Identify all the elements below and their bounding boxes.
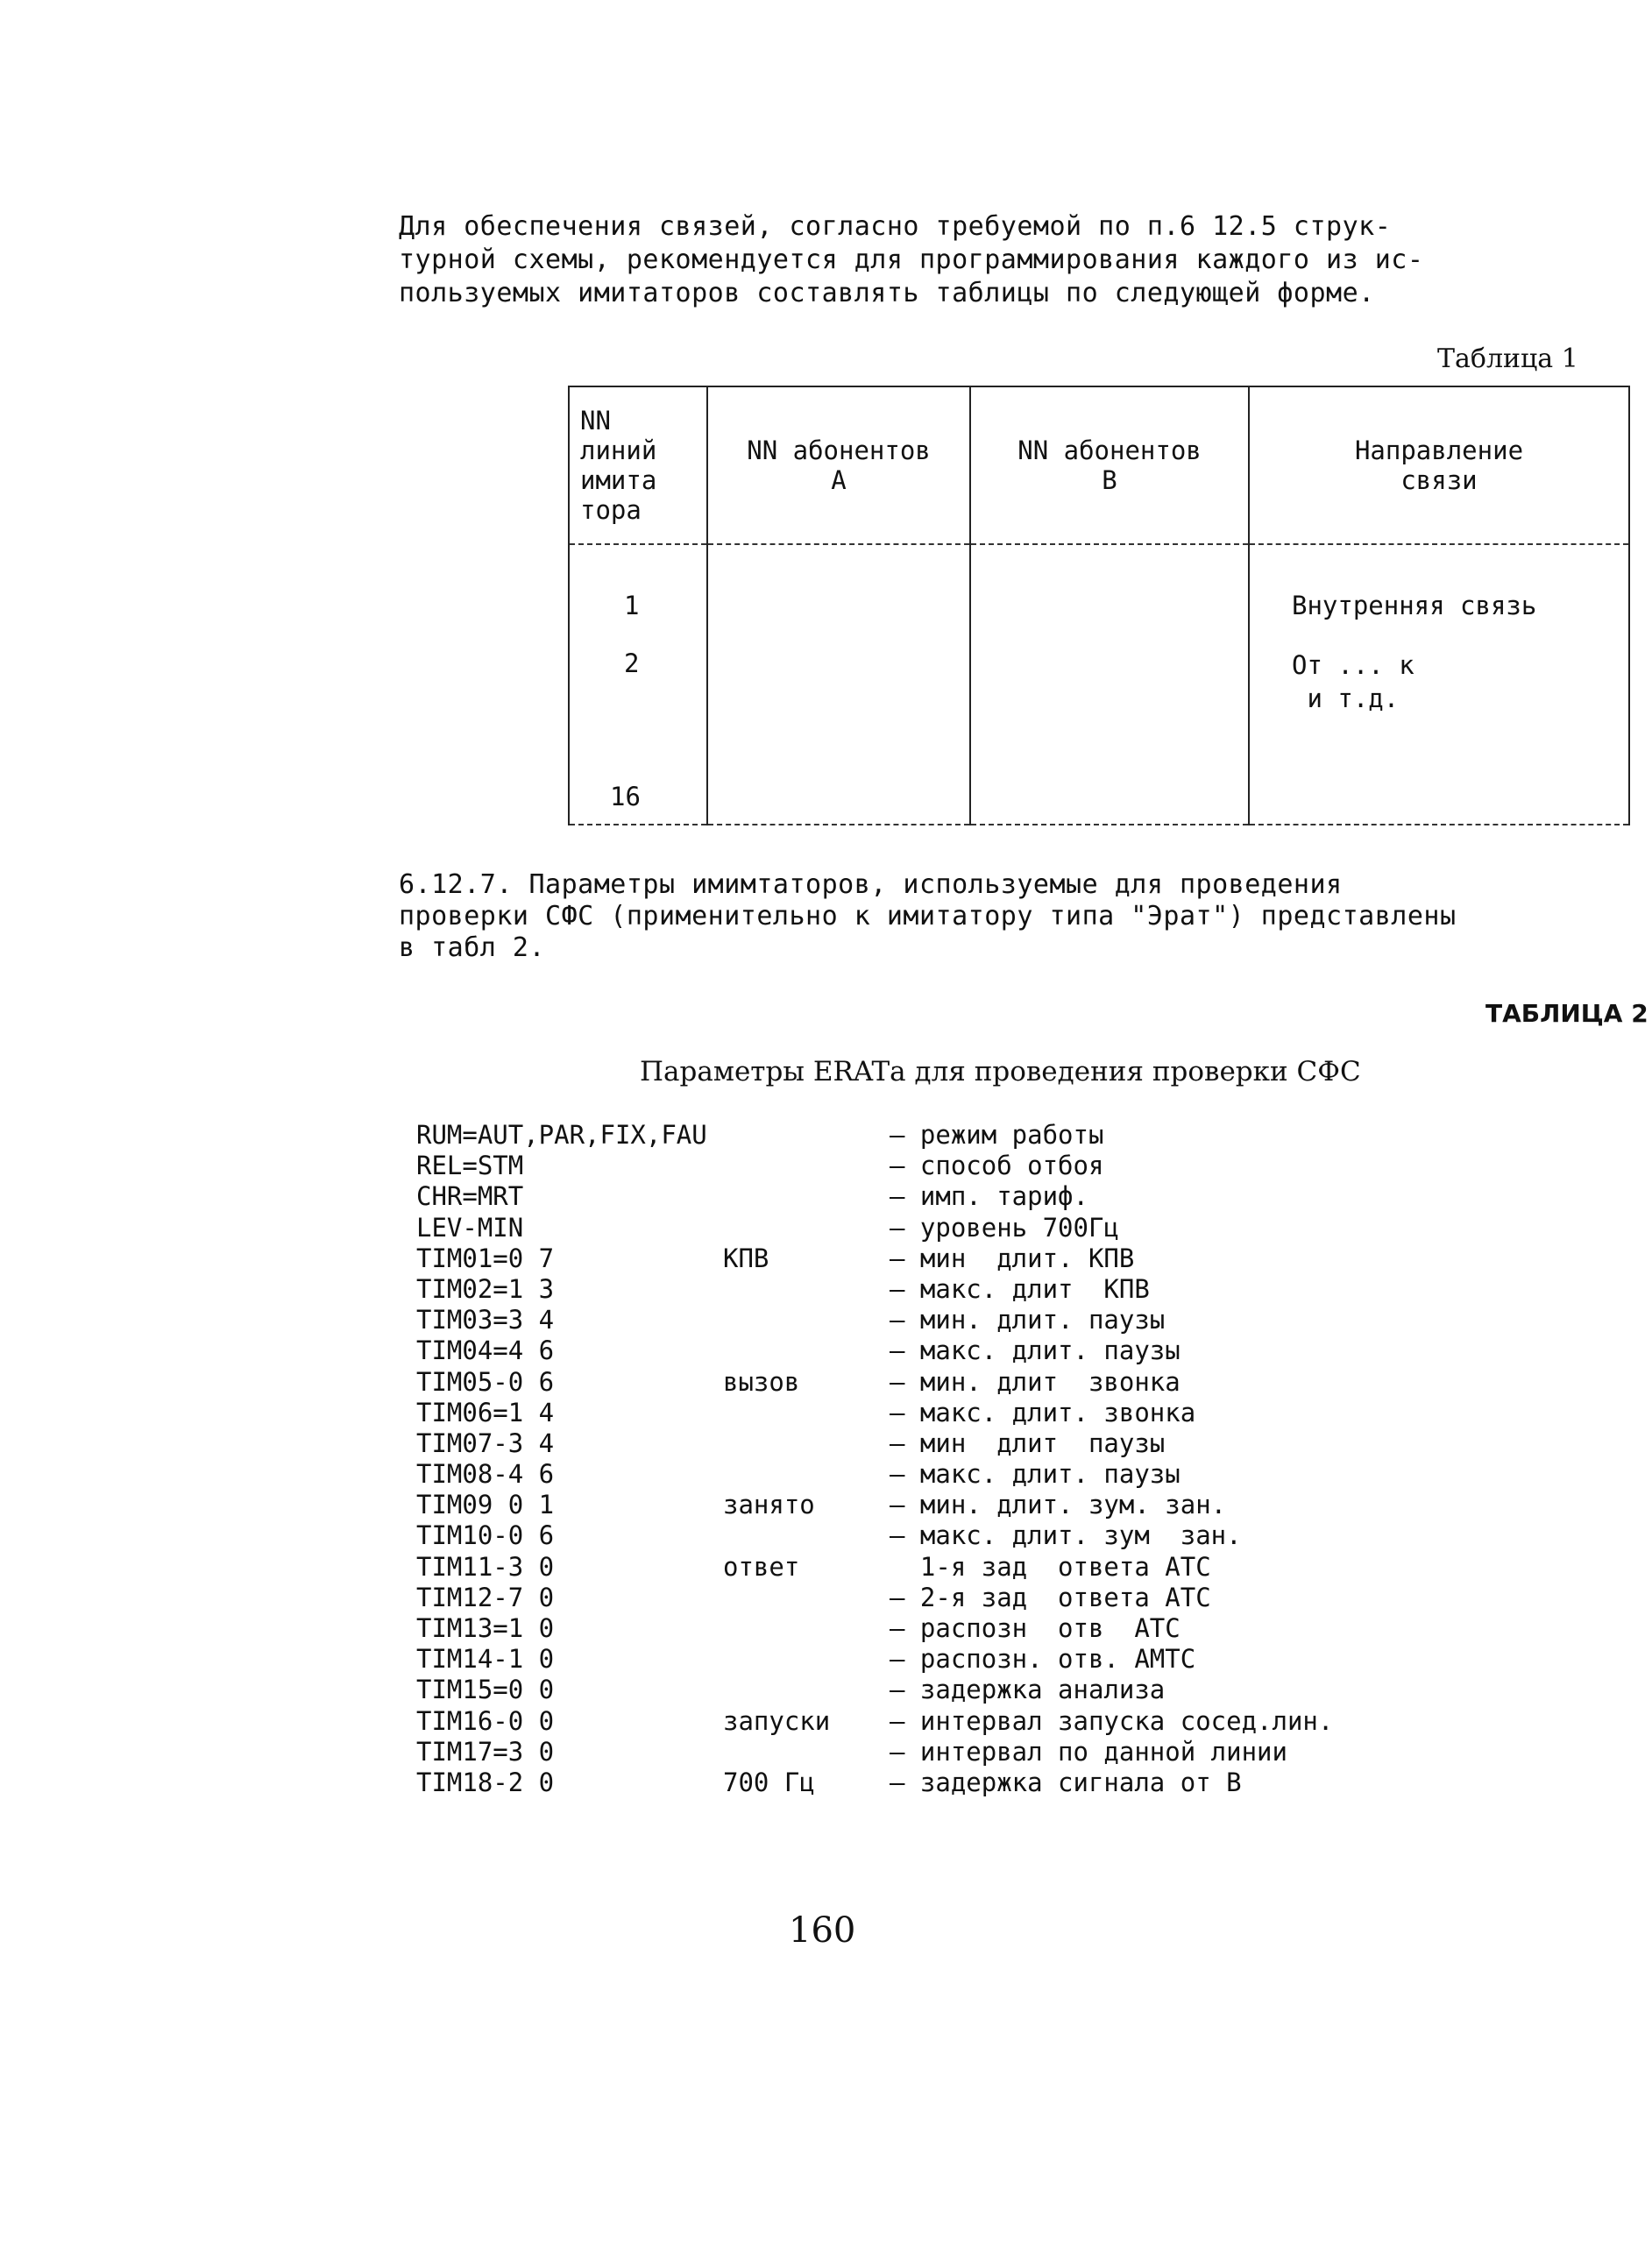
parameter-code: TIM11-3 0 — [416, 1551, 555, 1582]
parameter-group: КПВ — [723, 1243, 769, 1273]
parameter-description: – интервал по данной линии — [890, 1736, 1287, 1767]
parameter-code: CHR=MRT — [416, 1181, 524, 1212]
table1-header-subscribers-a: NN абонентов А — [707, 386, 970, 544]
table2-title: Параметры ERATа для проведения проверки СФС — [640, 1056, 1361, 1087]
table2-caption: ТАБЛИЦА 2 — [1485, 999, 1648, 1028]
table1 — [568, 386, 1630, 825]
parameter-code: TIM04=4 6 — [416, 1335, 555, 1366]
parameter-description: – мин длит паузы — [890, 1428, 1166, 1458]
parameter-description: – макс. длит. зум зан. — [890, 1520, 1242, 1551]
parameter-code: RUM=AUT,PAR,FIX,FAU — [416, 1120, 707, 1150]
table1-row-number: 16 — [610, 782, 641, 811]
parameter-code: TIM05-0 6 — [416, 1366, 555, 1397]
table1-row-number: 1 — [624, 591, 640, 620]
intro-paragraph: Для обеспечения связей, согласно требуемой по п.6 12.5 струк- турной схемы, рекомендуется для программирования каждого из ис- пользуемых имитаторов составлять таблицы по следующей форме. — [399, 211, 1424, 308]
parameter-code: TIM18-2 0 — [416, 1767, 555, 1797]
parameter-code: TIM06=1 4 — [416, 1397, 555, 1428]
parameter-description: – мин длит. КПВ — [890, 1243, 1135, 1273]
parameter-description: – задержка анализа — [890, 1675, 1166, 1705]
parameter-description: – макс. длит. паузы — [890, 1459, 1181, 1490]
table1-caption: Таблица 1 — [1437, 344, 1578, 374]
parameter-code: TIM01=0 7 — [416, 1243, 555, 1273]
paragraph-6-12-7: 6.12.7. Параметры имимтаторов, используемые для проведения проверки СФС (применительно к имитатору типа "Эрат") представлены в табл 2. — [399, 869, 1457, 963]
parameter-description: – способ отбоя — [890, 1151, 1104, 1181]
table1-header-subscribers-b: NN абонентов В — [970, 386, 1249, 544]
parameter-description: – имп. тариф. — [890, 1181, 1088, 1212]
parameter-code: TIM08-4 6 — [416, 1459, 555, 1490]
parameter-code: TIM03=3 4 — [416, 1305, 555, 1335]
parameter-group: вызов — [723, 1366, 800, 1397]
parameter-description: – макс. длит. паузы — [890, 1335, 1181, 1366]
parameter-description: – 2-я зад ответа АТС — [890, 1582, 1211, 1612]
parameter-description: – мин. длит звонка — [890, 1366, 1181, 1397]
table1-subscribers-b-cell — [970, 544, 1249, 825]
parameter-description: – макс. длит КПВ — [890, 1273, 1150, 1304]
table1-row-number: 2 — [624, 648, 640, 678]
parameter-code: TIM09 0 1 — [416, 1490, 555, 1520]
parameter-code: TIM07-3 4 — [416, 1428, 555, 1458]
parameter-code: TIM12-7 0 — [416, 1582, 555, 1612]
parameter-code: TIM15=0 0 — [416, 1675, 555, 1705]
table1-header-lines: NN линий имита тора — [569, 386, 707, 544]
parameter-code: TIM17=3 0 — [416, 1736, 555, 1767]
parameter-description: – распозн отв АТС — [890, 1613, 1181, 1643]
parameter-description: – мин. длит. паузы — [890, 1305, 1166, 1335]
parameter-code: TIM14-1 0 — [416, 1644, 555, 1675]
page-number: 160 — [789, 1910, 856, 1951]
parameter-group: ответ — [723, 1551, 800, 1582]
parameter-description: – задержка сигнала от В — [890, 1767, 1242, 1797]
parameter-description: 1-я зад ответа АТС — [890, 1551, 1211, 1582]
table1-subscribers-a-cell — [707, 544, 970, 825]
parameter-description: – уровень 700Гц — [890, 1212, 1119, 1243]
parameter-description: – распозн. отв. АМТС — [890, 1644, 1196, 1675]
table1-line-numbers-cell — [569, 544, 707, 825]
parameter-code: TIM13=1 0 — [416, 1613, 555, 1643]
parameter-code: LEV-MIN — [416, 1212, 524, 1243]
table1-direction-cell — [1249, 544, 1629, 825]
table1-header-row — [569, 386, 1629, 544]
parameter-group: 700 Гц — [723, 1767, 815, 1797]
parameter-code: TIM02=1 3 — [416, 1273, 555, 1304]
parameter-group: занято — [723, 1490, 815, 1520]
parameter-description: – интервал запуска сосед.лин. — [890, 1705, 1334, 1736]
parameter-code: TIM10-0 6 — [416, 1520, 555, 1551]
table1-direction-text: Внутренняя связь — [1292, 591, 1537, 620]
parameter-code: TIM16-0 0 — [416, 1705, 555, 1736]
parameter-description: – мин. длит. зум. зан. — [890, 1490, 1227, 1520]
table1-body-row — [569, 544, 1629, 825]
parameter-code: REL=STM — [416, 1151, 524, 1181]
parameter-group: запуски — [723, 1705, 831, 1736]
parameter-description: – макс. длит. звонка — [890, 1397, 1196, 1428]
parameter-description: – режим работы — [890, 1120, 1104, 1150]
table1-direction-text: От ... к и т.д. — [1292, 650, 1414, 713]
table1-header-direction: Направление связи — [1249, 386, 1629, 544]
